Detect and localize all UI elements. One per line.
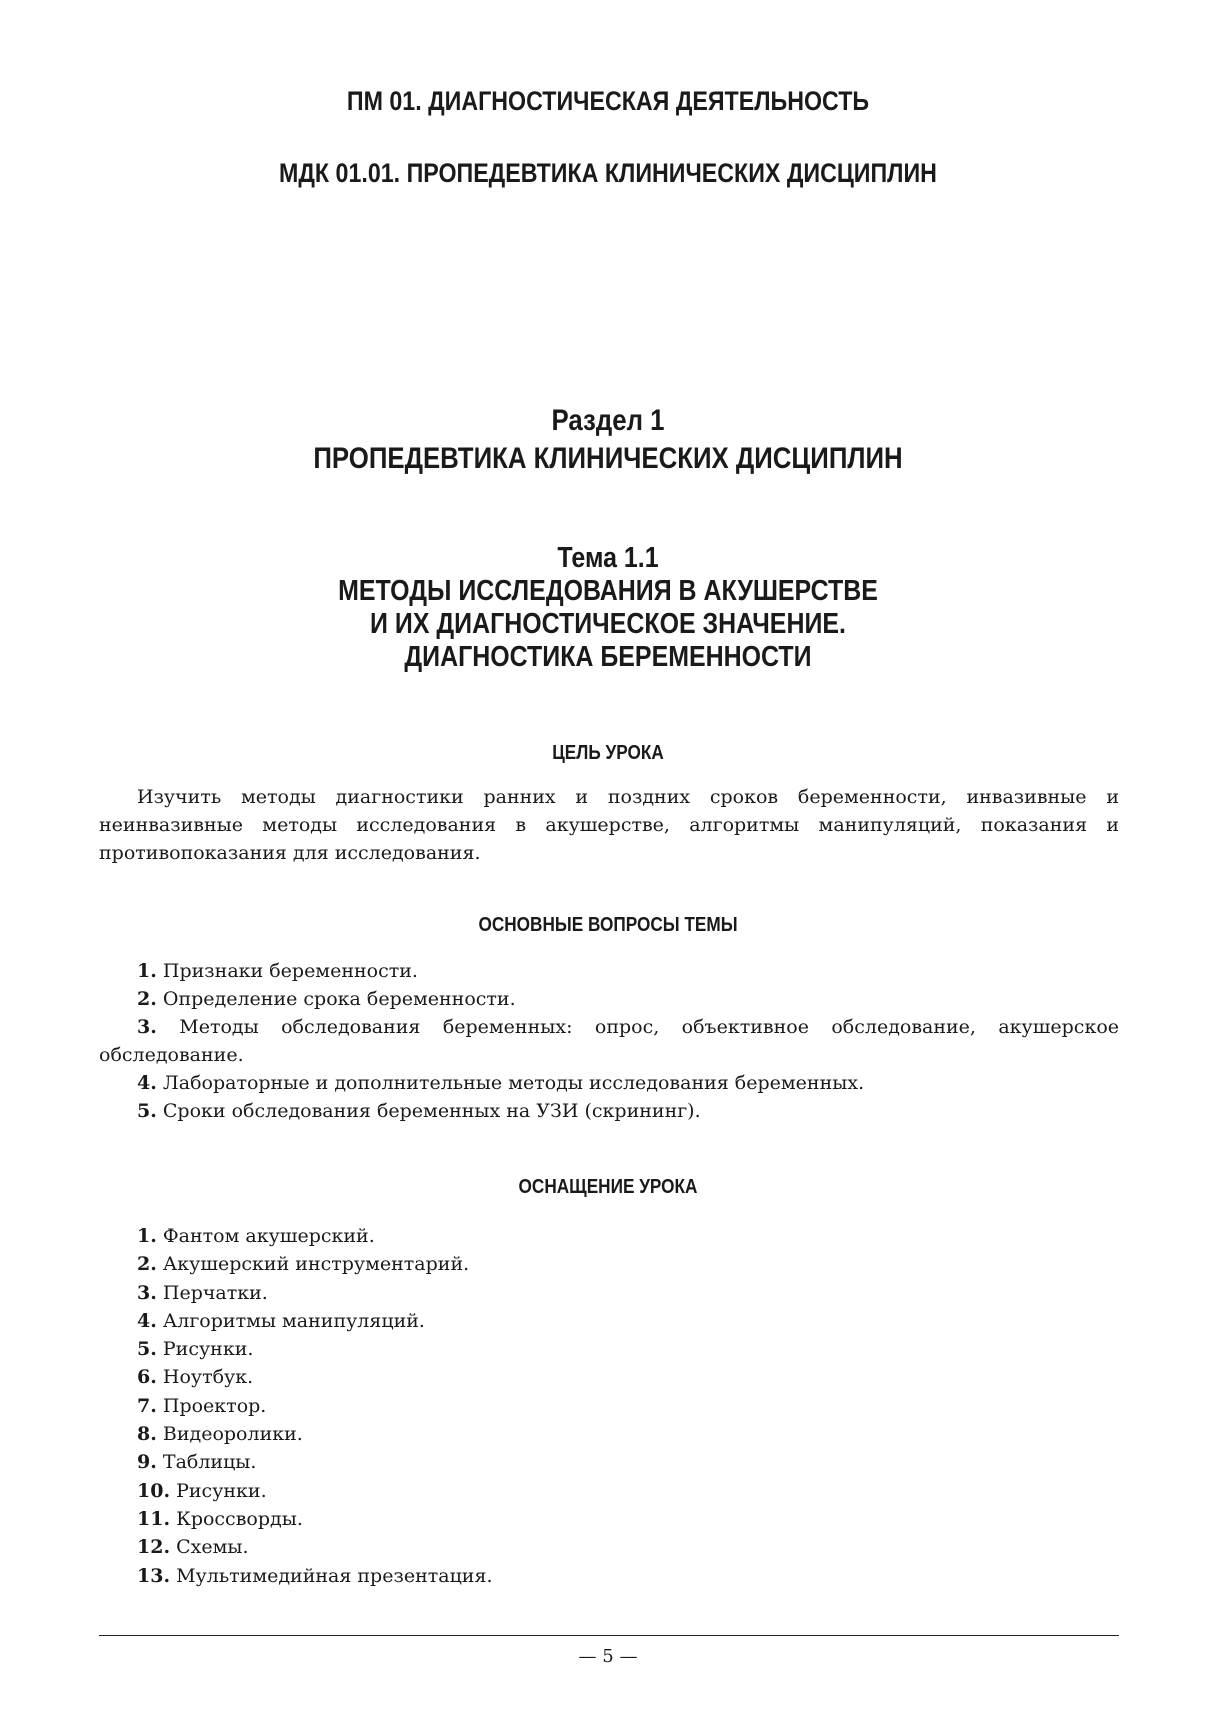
list-item <box>99 1279 1119 1307</box>
list-item-text: Методы обследования беременных: опрос, объективное обследование, акушерское обследование. <box>99 1016 1120 1066</box>
footer-divider <box>99 1635 1119 1636</box>
section-label: Раздел 1 <box>551 404 665 437</box>
topic-title-line: ДИАГНОСТИКА БЕРЕМЕННОСТИ <box>404 641 812 673</box>
goal-heading: ЦЕЛЬ УРОКА <box>552 742 664 764</box>
section-heading <box>85 402 1131 478</box>
questions-list <box>99 957 1119 1125</box>
list-item-number: 5. <box>137 1100 157 1122</box>
list-item-number: 5. <box>137 1338 157 1361</box>
list-item <box>99 1420 1119 1448</box>
topic-title-line: МЕТОДЫ ИССЛЕДОВАНИЯ В АКУШЕРСТВЕ <box>338 575 878 607</box>
list-item-number: 1. <box>137 1225 157 1247</box>
list-item <box>99 1448 1119 1476</box>
list-item <box>99 985 1119 1013</box>
module-title: ПМ 01. ДИАГНОСТИЧЕСКАЯ ДЕЯТЕЛЬНОСТЬ <box>346 86 870 116</box>
list-item-number: 13. <box>137 1564 171 1587</box>
questions-heading: ОСНОВНЫЕ ВОПРОСЫ ТЕМЫ <box>478 914 738 936</box>
topic-label: Тема 1.1 <box>557 542 659 574</box>
list-item <box>99 1562 1119 1590</box>
list-item-number: 2. <box>137 1253 157 1276</box>
list-item-text: Мультимедийная презентация. <box>176 1564 493 1587</box>
section-title: ПРОПЕДЕВТИКА КЛИНИЧЕСКИХ ДИСЦИПЛИН <box>313 442 903 475</box>
list-item-text: Кроссворды. <box>176 1507 303 1530</box>
list-item-number: 3. <box>137 1281 157 1304</box>
page-number: — 5 — <box>578 1646 638 1667</box>
list-item-text: Рисунки. <box>176 1479 267 1502</box>
list-item-number: 12. <box>137 1536 171 1559</box>
list-item-number: 9. <box>137 1451 157 1474</box>
list-item <box>99 1250 1119 1278</box>
list-item <box>99 1363 1119 1391</box>
list-item-text: Рисунки. <box>162 1338 254 1361</box>
list-item <box>99 1477 1119 1505</box>
list-item-number: 4. <box>137 1309 157 1332</box>
list-item-number: 1. <box>137 960 157 982</box>
list-item <box>99 1013 1119 1069</box>
list-item-text: Ноутбук. <box>162 1366 254 1389</box>
list-item-number: 7. <box>137 1394 157 1417</box>
list-item <box>99 1069 1119 1097</box>
list-item-text: Фантом акушерский. <box>162 1225 375 1247</box>
goal-paragraph: Изучить методы диагностики ранних и поздних сроков беременности, инвазивные и неинвазивные методы исследования в акушерстве, алгоритмы манипуляций, показания и противопоказания для исследования. <box>99 786 1119 864</box>
list-item <box>99 1307 1119 1335</box>
list-item <box>99 957 1119 985</box>
list-item-text: Акушерский инструментарий. <box>162 1253 470 1276</box>
list-item-text: Алгоритмы манипуляций. <box>162 1309 425 1332</box>
list-item-number: 11. <box>137 1507 171 1530</box>
course-title: МДК 01.01. ПРОПЕДЕВТИКА КЛИНИЧЕСКИХ ДИСЦИПЛИН <box>279 158 937 188</box>
topic-heading <box>85 542 1131 674</box>
list-item-number: 4. <box>137 1072 157 1094</box>
list-item-text: Определение срока беременности. <box>162 988 516 1010</box>
equipment-heading: ОСНАЩЕНИЕ УРОКА <box>518 1176 698 1198</box>
list-item-number: 3. <box>137 1016 157 1038</box>
list-item-text: Видеоролики. <box>162 1423 303 1446</box>
list-item-text: Признаки беременности. <box>162 960 418 982</box>
list-item-text: Проектор. <box>162 1394 267 1417</box>
list-item-number: 2. <box>137 988 157 1010</box>
list-item-text: Сроки обследования беременных на УЗИ (скрининг). <box>162 1100 701 1122</box>
list-item <box>99 1505 1119 1533</box>
list-item <box>99 1222 1119 1250</box>
list-item-text: Таблицы. <box>162 1451 257 1474</box>
list-item-number: 8. <box>137 1423 157 1446</box>
list-item-number: 6. <box>137 1366 157 1389</box>
list-item-text: Схемы. <box>176 1536 249 1559</box>
list-item <box>99 1335 1119 1363</box>
list-item-number: 10. <box>137 1479 171 1502</box>
topic-title-line: И ИХ ДИАГНОСТИЧЕСКОЕ ЗНАЧЕНИЕ. <box>370 608 846 640</box>
equipment-list <box>99 1222 1119 1590</box>
list-item <box>99 1392 1119 1420</box>
list-item-text: Перчатки. <box>162 1281 268 1304</box>
list-item-text: Лабораторные и дополнительные методы исследования беременных. <box>162 1072 865 1094</box>
list-item <box>99 1533 1119 1561</box>
list-item <box>99 1097 1119 1125</box>
